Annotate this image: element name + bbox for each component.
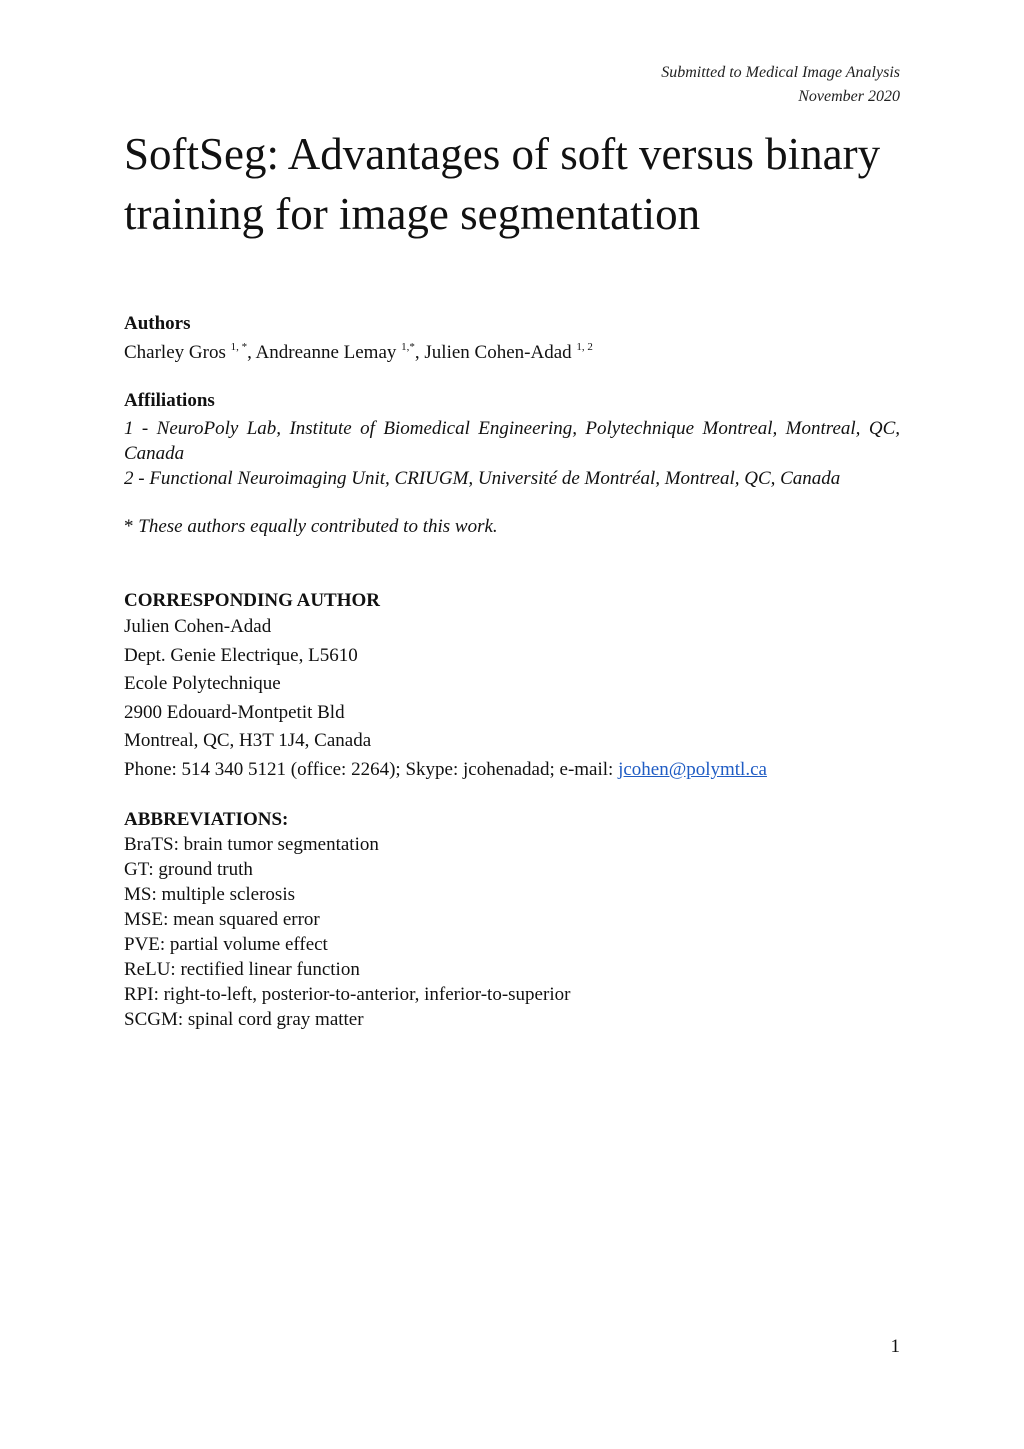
author-name: Julien Cohen-Adad: [424, 342, 572, 363]
abbreviation-item: MS: multiple sclerosis: [124, 884, 295, 905]
affiliation-item: 2 - Functional Neuroimaging Unit, CRIUGM, Université de Montréal, Montreal, QC, Canada: [124, 468, 841, 489]
abbreviation-item: ReLU: rectified linear function: [124, 959, 360, 980]
authors-section: [124, 311, 900, 365]
title-line-2: training for image segmentation: [124, 189, 701, 239]
abbreviation-item: PVE: partial volume effect: [124, 934, 328, 955]
affiliations-section: [124, 388, 900, 539]
abbreviations-heading: ABBREVIATIONS:: [124, 809, 289, 830]
authors-heading: Authors: [124, 313, 191, 334]
author-name: Charley Gros: [124, 342, 226, 363]
note-text: These authors equally contributed to this work.: [133, 516, 498, 537]
abbreviation-item: RPI: right-to-left, posterior-to-anterior, inferior-to-superior: [124, 984, 571, 1005]
author-affiliation-marker: 1, 2: [576, 341, 593, 353]
contact-line: Ecole Polytechnique: [124, 673, 281, 695]
author-separator: ,: [247, 342, 256, 363]
corresponding-heading: CORRESPONDING AUTHOR: [124, 590, 380, 611]
date-note: November 2020: [798, 88, 900, 105]
author-separator: ,: [414, 342, 425, 363]
abbreviations-section: [124, 807, 900, 1032]
paper-title: [124, 124, 924, 244]
author-name: Andreanne Lemay: [255, 342, 397, 363]
affiliation-item: 1 - NeuroPoly Lab, Institute of Biomedical Engineering, Polytechnique Montreal, Montreal, QC, Canada: [124, 418, 900, 464]
abbreviation-item: SCGM: spinal cord gray matter: [124, 1009, 364, 1030]
journal-note: Submitted to Medical Image Analysis: [661, 64, 900, 81]
email-link[interactable]: jcohen@polymtl.ca: [618, 758, 767, 780]
abbreviation-item: GT: ground truth: [124, 859, 253, 880]
contact-line: Montreal, QC, H3T 1J4, Canada: [124, 730, 372, 752]
abbreviation-item: MSE: mean squared error: [124, 909, 320, 930]
title-line-1: SoftSeg: Advantages of soft versus binary: [124, 129, 881, 179]
affiliations-heading: Affiliations: [124, 390, 215, 411]
corresponding-author-section: [124, 588, 900, 785]
author-list: [124, 340, 900, 365]
author-affiliation-marker: 1, *: [230, 341, 248, 353]
page-number: 1: [890, 1336, 900, 1357]
equal-contribution-note: [124, 514, 900, 539]
contact-line: Dept. Genie Electrique, L5610: [124, 644, 358, 666]
abbreviation-item: BraTS: brain tumor segmentation: [124, 834, 379, 855]
contact-prefix: Phone: 514 340 5121 (office: 2264); Skype: jcohenadad; e-mail:: [124, 758, 619, 780]
contact-line: 2900 Edouard-Montpetit Bld: [124, 701, 345, 723]
contact-line: Julien Cohen-Adad: [124, 616, 272, 637]
contact-details: [124, 756, 900, 785]
note-star: *: [124, 516, 134, 537]
author-affiliation-marker: 1,*: [401, 341, 415, 353]
